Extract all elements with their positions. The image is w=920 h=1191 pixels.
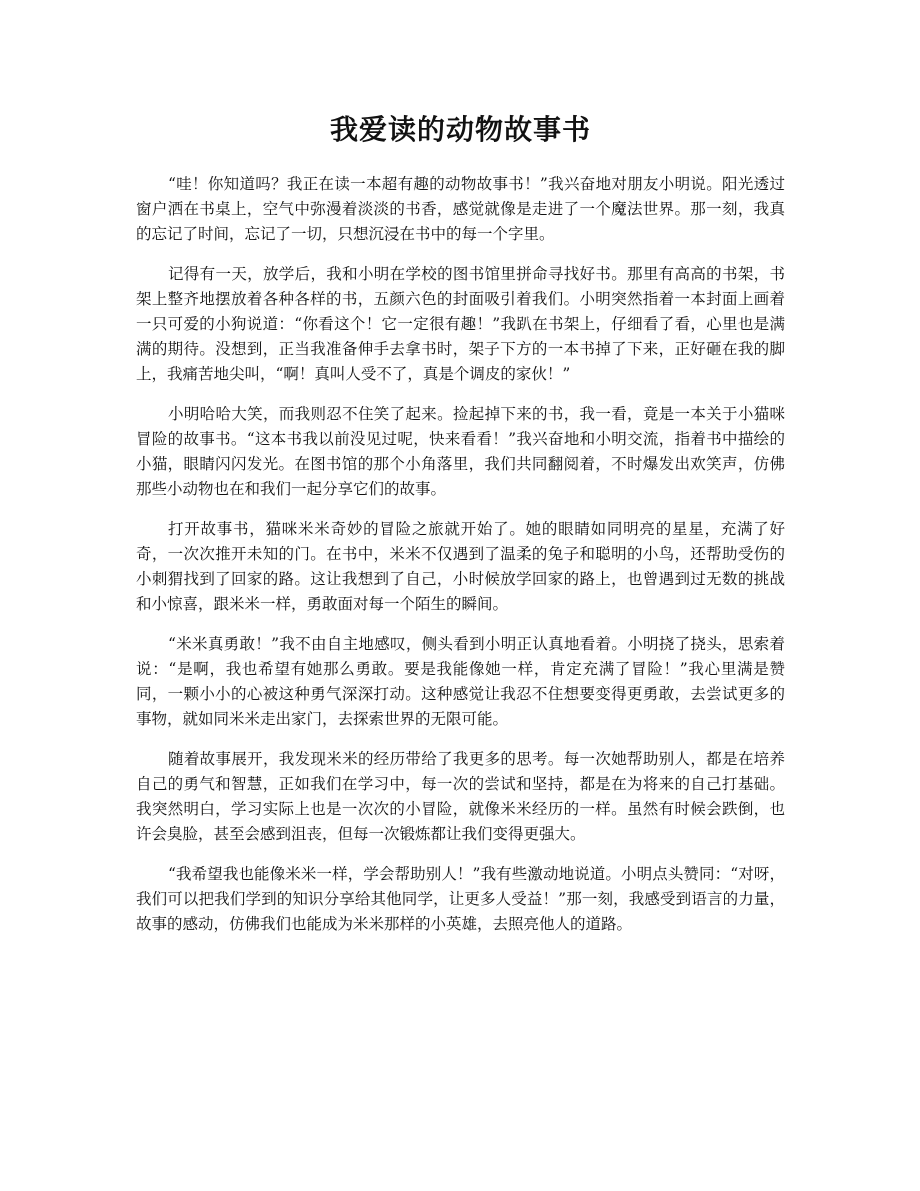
- paragraph-6: 随着故事展开，我发现米米的经历带给了我更多的思考。每一次她帮助别人，都是在培养自己的勇气和智慧，正如我们在学习中，每一次的尝试和坚持，都是在为将来的自己打基础。我突然明白，学习实际上也是一次次的小冒险，就像米米经历的一样。虽然有时候会跌倒，也许会臭脸，甚至会感到沮丧，但每一次锻炼都让我们变得更强大。: [136, 750, 785, 843]
- paragraph-1: “哇！你知道吗？我正在读一本超有趣的动物故事书！”我兴奋地对朋友小明说。阳光透过窗户洒在书桌上，空气中弥漫着淡淡的书香，感觉就像是走进了一个魔法世界。那一刻，我真的忘记了时间，忘记了一切，只想沉浸在书中的每一个字里。: [136, 175, 785, 243]
- paragraph-3: 小明哈哈大笑，而我则忍不住笑了起来。捡起掉下来的书，我一看，竟是一本关于小猫咪冒险的故事书。“这本书我以前没见过呢，快来看看！”我兴奋地和小明交流，指着书中描绘的小猫，眼睛闪闪发光。在图书馆的那个小角落里，我们共同翻阅着，不时爆发出欢笑声，仿佛那些小动物也在和我们一起分享它们的故事。: [136, 405, 785, 498]
- document-title: 我爱读的动物故事书: [329, 113, 591, 146]
- paragraph-5: “米米真勇敢！”我不由自主地感叹，侧头看到小明正认真地看着。小明挠了挠头，思索着说：“是啊，我也希望有她那么勇敢。要是我能像她一样，肯定充满了冒险！”我心里满是赞同，一颗小小的心被这种勇气深深打动。这种感觉让我忍不住想要变得更勇敢，去尝试更多的事物，就如同米米走出家门，去探索世界的无限可能。: [136, 635, 785, 728]
- paragraph-7: “我希望我也能像米米一样，学会帮助别人！”我有些激动地说道。小明点头赞同：“对呀，我们可以把我们学到的知识分享给其他同学，让更多人受益！”那一刻，我感受到语言的力量，故事的感动，仿佛我们也能成为米米那样的小英雄，去照亮他人的道路。: [136, 865, 785, 933]
- paragraph-2: 记得有一天，放学后，我和小明在学校的图书馆里拼命寻找好书。那里有高高的书架，书架上整齐地摆放着各种各样的书，五颜六色的封面吸引着我们。小明突然指着一本封面上画着一只可爱的小狗说道：“你看这个！它一定很有趣！”我趴在书架上，仔细看了看，心里也是满满的期待。没想到，正当我准备伸手去拿书时，架子下方的一本书掉了下来，正好砸在我的脚上，我痛苦地尖叫，“啊！真叫人受不了，真是个调皮的家伙！”: [136, 265, 785, 383]
- paragraph-4: 打开故事书，猫咪米米奇妙的冒险之旅就开始了。她的眼睛如同明亮的星星，充满了好奇，一次次推开未知的门。在书中，米米不仅遇到了温柔的兔子和聪明的小鸟，还帮助受伤的小刺猬找到了回家的路。这让我想到了自己，小时候放学回家的路上，也曾遇到过无数的挑战和小惊喜，跟米米一样，勇敢面对每一个陌生的瞬间。: [136, 520, 785, 613]
